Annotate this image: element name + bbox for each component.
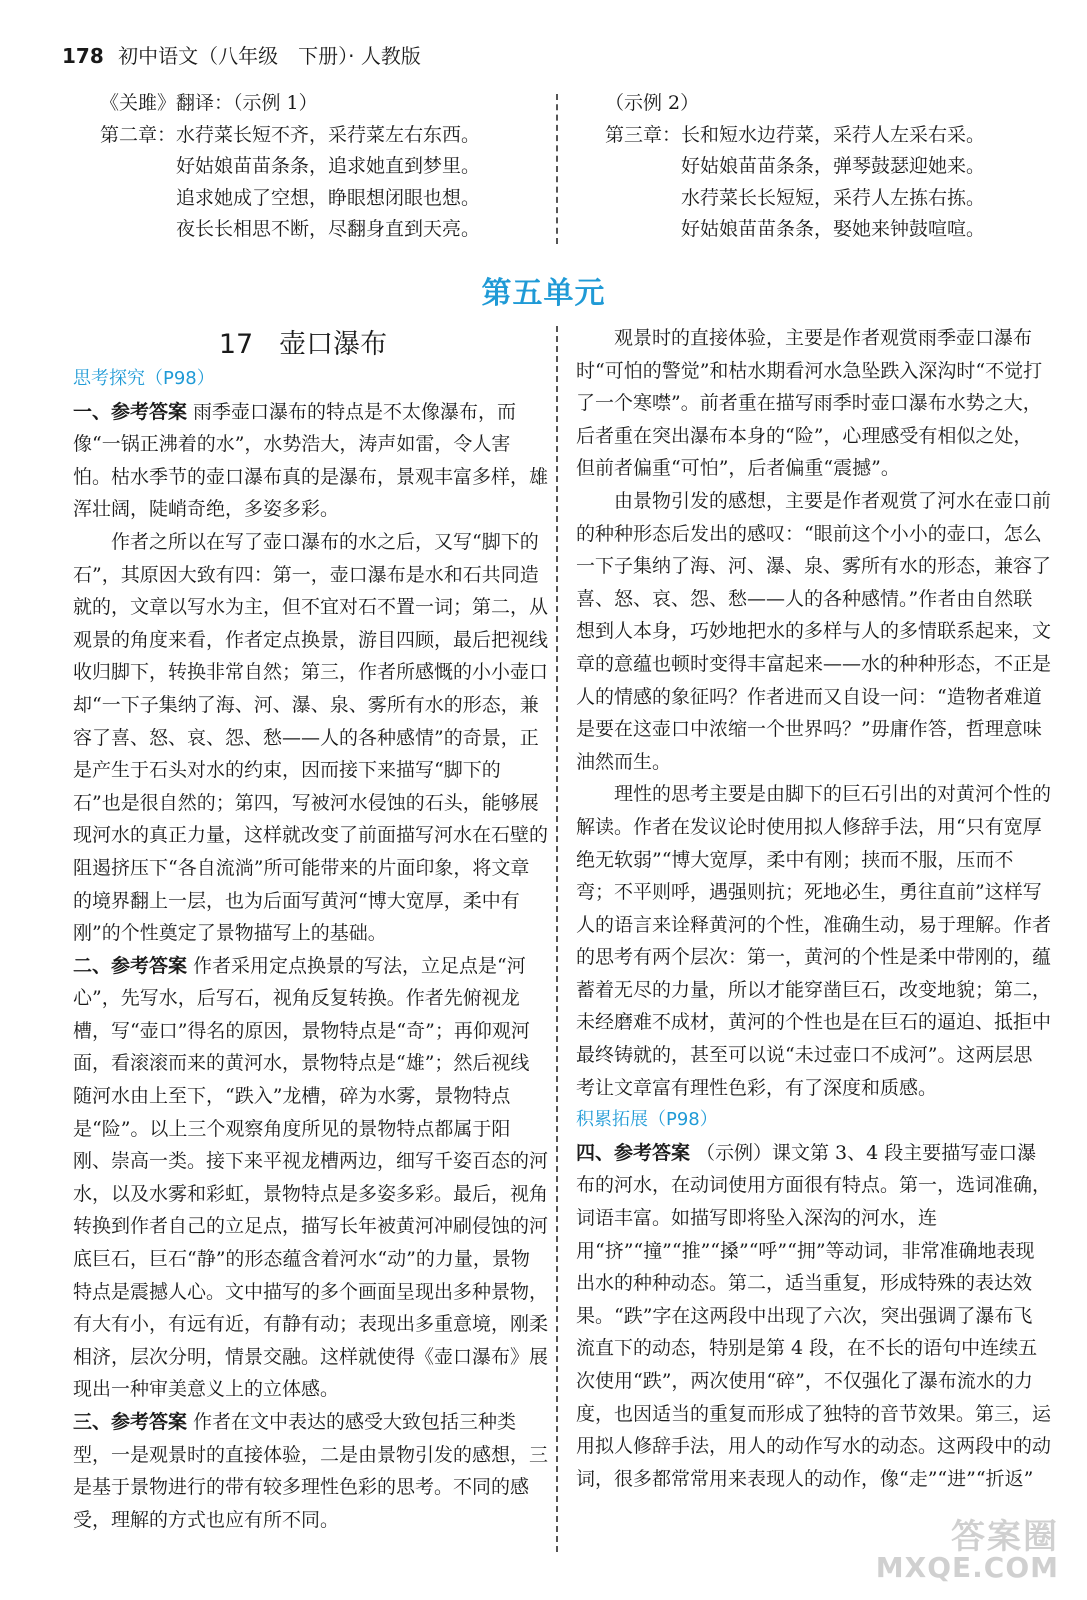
poem-line: 水荇菜长长短短，采荇人左拣右拣。	[605, 186, 986, 209]
right-column	[576, 322, 1051, 1495]
page-number: 178	[62, 44, 104, 68]
answer-paragraph	[73, 950, 548, 1406]
poem-line: 好姑娘苗苗条条，弹琴鼓瑟迎她来。	[605, 155, 986, 177]
lesson-name: 壶口瀑布	[279, 329, 388, 360]
poem-line: 好姑娘苗苗条条，娶她来钟鼓喧喧。	[605, 218, 986, 240]
answer-paragraph	[576, 1137, 1051, 1496]
answer-label: 四、参考答案	[576, 1141, 691, 1164]
page-header	[62, 40, 421, 69]
answer-text: 作者采用定点换景的写法，立足点是“河心”，先写水，后写石，视角反复转换。作者先俯视龙槽，写“壶口”得名的原因，景物特点是“奇”；再仰观河面，看滚滚而来的黄河水，景物特点是“雄”；然后视线随河水由上至下，“跌入”龙槽，碎为水雾，景物特点是“险”。以上三个观察角度所见的景物特点都属于阳刚、崇高一类。接下来平视龙槽两边，细写千姿百态的河水，以及水雾和彩虹，景物特点是多姿多彩。最后，视角转换到作者自己的立足点，描写长年被黄河冲刷侵蚀的河底巨石，巨石“静”的形态蕴含着河水“动”的力量，景物特点是震撼人心。文中描写的多个画面呈现出多种景物，有大有小，有远有近，有静有动；表现出多重意境，刚柔相济，层次分明，情景交融。这样就使得《壶口瀑布》展现出一种审美意义上的立体感。	[73, 954, 549, 1401]
answer-text: 作者在文中表达的感受大致包括三种类型，一是观景时的直接体验，二是由景物引发的感想，三是基于景物进行的带有较多理性色彩的思考。不同的感受，理解的方式也应有所不同。	[73, 1411, 549, 1531]
left-column	[73, 363, 548, 1536]
answer-paragraph	[73, 396, 548, 526]
answer-text: 作者之所以在写了壶口瀑布的水之后，又写“脚下的石”，其原因大致有四：第一，壶口瀑布是水和石共同造就的，文章以写水为主，但不宜对石不置一词；第二，从观景的角度来看，作者定点换景，游目四顾，最后把视线收归脚下，转换非常自然；第三，作者所感慨的小小壶口却“一下子集纳了海、河、瀑、泉、雾所有水的形态，兼容了喜、怒、哀、怨、愁——人的各种感情”的奇景，正是产生于石头对水的约束，因而接下来描写“脚下的石”也是很自然的；第四，写被河水侵蚀的石头，能够展现河水的真正力量，这样就改变了前面描写河水在石壁的阻遏挤压下“各自流淌”所可能带来的片面印象，将文章的境界翻上一层，也为后面写黄河“博大宽厚，柔中有刚”的个性奠定了景物描写上的基础。	[73, 530, 549, 945]
answer-text: （示例）课文第 3、4 段主要描写壶口瀑布的河水，在动词使用方面很有特点。第一，选词准确，词语丰富。如描写即将坠入深沟的河水，连用“挤”“撞”“推”“搡”“呼”“拥”等动词，非常准确地表现出水的种种动态。第二，适当重复，形成特殊的表达效果。“跌”字在这两段中出现了六次，突出强调了瀑布飞流直下的动态，特别是第 4 段，在不长的语句中连续五次使用“跌”，两次使用“碎”，不仅强化了瀑布流水的力度，也因适当的重复而形成了独特的音节效果。第三，运用拟人修辞手法，用人的动作写水的动态。这两段中的动词，很多都常常用来表现人的动作，像“走”“进”“折返”	[576, 1141, 1052, 1490]
book-title: 初中语文（八年级 下册）· 人教版	[118, 44, 421, 68]
section-heading: 思考探究（P98）	[73, 368, 215, 389]
answer-text: 雨季壶口瀑布的特点是不太像瀑布，而像“一锅正沸着的水”，水势浩大，涛声如雷，令人害怕。枯水季节的壶口瀑布真的是瀑布，景观丰富多样，雄浑壮阔，陡峭奇绝，多姿多彩。	[73, 400, 549, 521]
answer-label: 一、参考答案	[73, 400, 188, 423]
answer-label: 二、参考答案	[73, 954, 188, 977]
answer-label: 三、参考答案	[73, 1411, 188, 1433]
answer-text: 观景时的直接体验，主要是作者观赏雨季壶口瀑布时“可怕的警觉”和枯水期看河水急坠跌入深沟时“不觉打了一个寒噤”。前者重在描写雨季时壶口瀑布水势之大，后者重在突出瀑布本身的“险”，心理感受有相似之处，但前者偏重“可怕”，后者偏重“震撼”。	[576, 327, 1043, 480]
poem-translation-example-1	[100, 88, 550, 246]
lesson-title	[62, 322, 544, 361]
poem-line: 追求她成了空想，睁眼想闭眼也想。	[100, 186, 481, 209]
poem-line: 好姑娘苗苗条条，追求她直到梦里。	[100, 155, 481, 177]
poem-line: 夜长长相思不断，尽翻身直到天亮。	[100, 218, 481, 240]
poem-line: 《关雎》翻译：（示例 1）	[100, 92, 318, 114]
poem-line: 第三章：长和短水边荇菜，采荇人左采右采。	[605, 123, 986, 146]
unit-title: 第五单元	[481, 276, 606, 311]
section-heading: 积累拓展（P98）	[576, 1109, 718, 1131]
lesson-number: 17	[218, 329, 254, 360]
watermark-logo	[875, 1517, 1059, 1584]
poem-line: （示例 2）	[605, 92, 700, 114]
answer-text: 由景物引发的感想，主要是作者观赏了河水在壶口前的种种形态后发出的感叹：“眼前这个小小的壶口，怎么一下子集纳了海、河、瀑、泉、雾所有水的形态，兼容了喜、怒、哀、怨、愁——人的各种感情。”作者由自然联想到人本身，巧妙地把水的多样与人的多情联系起来，文章的意蕴也顿时变得丰富起来——水的种种形态，不正是人的情感的象征吗？作者进而又自设一问：“造物者难道是要在这壶口中浓缩一个世界吗？”毋庸作答，哲理意味油然而生。	[576, 489, 1052, 773]
column-divider	[556, 94, 558, 244]
watermark-text: 答案圈	[951, 1517, 1059, 1557]
poem-line: 第二章：水荇菜长短不齐，采荇菜左右东西。	[100, 123, 481, 146]
answer-text: 理性的思考主要是由脚下的巨石引出的对黄河个性的解读。作者在发议论时使用拟人修辞手法，用“只有宽厚绝无软弱”“博大宽厚，柔中有刚；挟而不服，压而不弯；不平则呼，遇强则抗；死地必生，勇往直前”这样写人的语言来诠释黄河的个性，准确生动，易于理解。作者的思考有两个层次：第一，黄河的个性是柔中带刚的，蕴蓄着无尽的力量，所以才能穿凿巨石，改变地貌；第二，未经磨难不成材，黄河的个性也是在巨石的逼迫、抵拒中最终铸就的，甚至可以说“未过壶口不成河”。这两层思考让文章富有理性色彩，有了深度和质感。	[576, 783, 1052, 1099]
watermark-url: MXQE.COM	[875, 1551, 1059, 1584]
column-divider	[556, 326, 558, 1552]
answer-paragraph	[73, 1406, 548, 1536]
poem-translation-example-2	[605, 88, 1065, 246]
